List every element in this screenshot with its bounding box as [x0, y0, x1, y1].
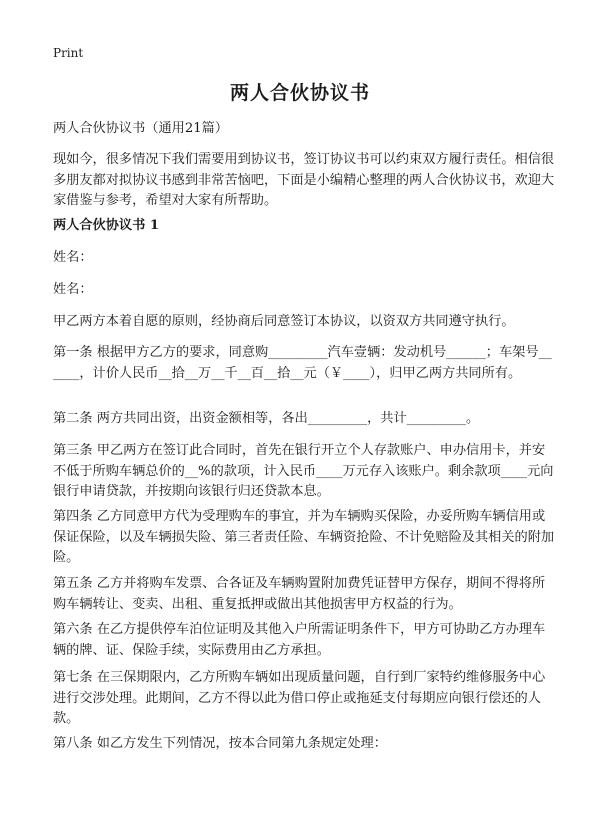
article-3: 第三条 甲乙两方在签订此合同时，首先在银行开立个人存款账户、申办信用卡，并安不低于所购车辆总价的__%的款项，计入民币____万元存入该账户。剩余款项____元向银行申请贷款，并按期向该银行归还贷款本息。 — [53, 443, 554, 500]
article-6: 第六条 在乙方提供停车泊位证明及其他入户所需证明条件下，甲方可协助乙方办理车辆的牌、证、保险手续，实际费用由乙方承担。 — [53, 622, 546, 658]
article-4: 第四条 乙方同意甲方代为受理购车的事宜，并为车辆购买保险，办妥所购车辆信用或保证保险，以及车辆损失险、第三者责任险、车辆资抢险、不计免赔险及其相关的附加险。 — [53, 509, 555, 566]
article-2: 第二条 两方共同出资，出资金额相等，各出_________，共计_________。 — [53, 411, 480, 426]
article-5: 第五条 乙方并将购车发票、合各证及车辆购置附加费凭证替甲方保存，期间不得将所购车辆转让、变卖、出租、重复抵押或做出其他损害甲方权益的行为。 — [53, 576, 546, 612]
opening-paragraph: 甲乙两方本着自愿的原则，经协商后同意签订本协议，以资双方共同遵守执行。 — [53, 314, 515, 329]
intro-paragraph: 现如今，很多情况下我们需要用到协议书，签订协议书可以约束双方履行责任。相信很多朋友都对拟协议书感到非常苦恼吧，下面是小编精心整理的两人合伙协议书，欢迎大家借鉴与参考，希望对大家有所帮助。 — [53, 152, 555, 209]
section-heading: 两人合伙协议书 1 — [53, 218, 160, 233]
name-field-2: 姓名： — [53, 282, 93, 297]
print-link[interactable]: Print — [53, 46, 84, 60]
name-field-1: 姓名： — [53, 250, 93, 265]
article-8: 第八条 如乙方发生下列情况，按本合同第九条规定处理： — [53, 736, 387, 751]
document-subtitle: 两人合伙协议书（通用21篇） — [53, 121, 229, 136]
article-1: 第一条 根据甲方乙方的要求，同意购_________汽车壹辆：发动机号______；车架号______，计价人民币__拾__万__千__百__拾__元（￥____），归甲乙两方共同所有。 — [53, 345, 552, 381]
document-title: 两人合伙协议书 — [229, 82, 370, 104]
article-7: 第七条 在三保期限内，乙方所购车辆如出现质量问题，自行到厂家特约维修服务中心进行交涉处理。此期间，乙方不得以此为借口停止或拖延支付每期应向银行偿还的人款。 — [53, 670, 546, 727]
